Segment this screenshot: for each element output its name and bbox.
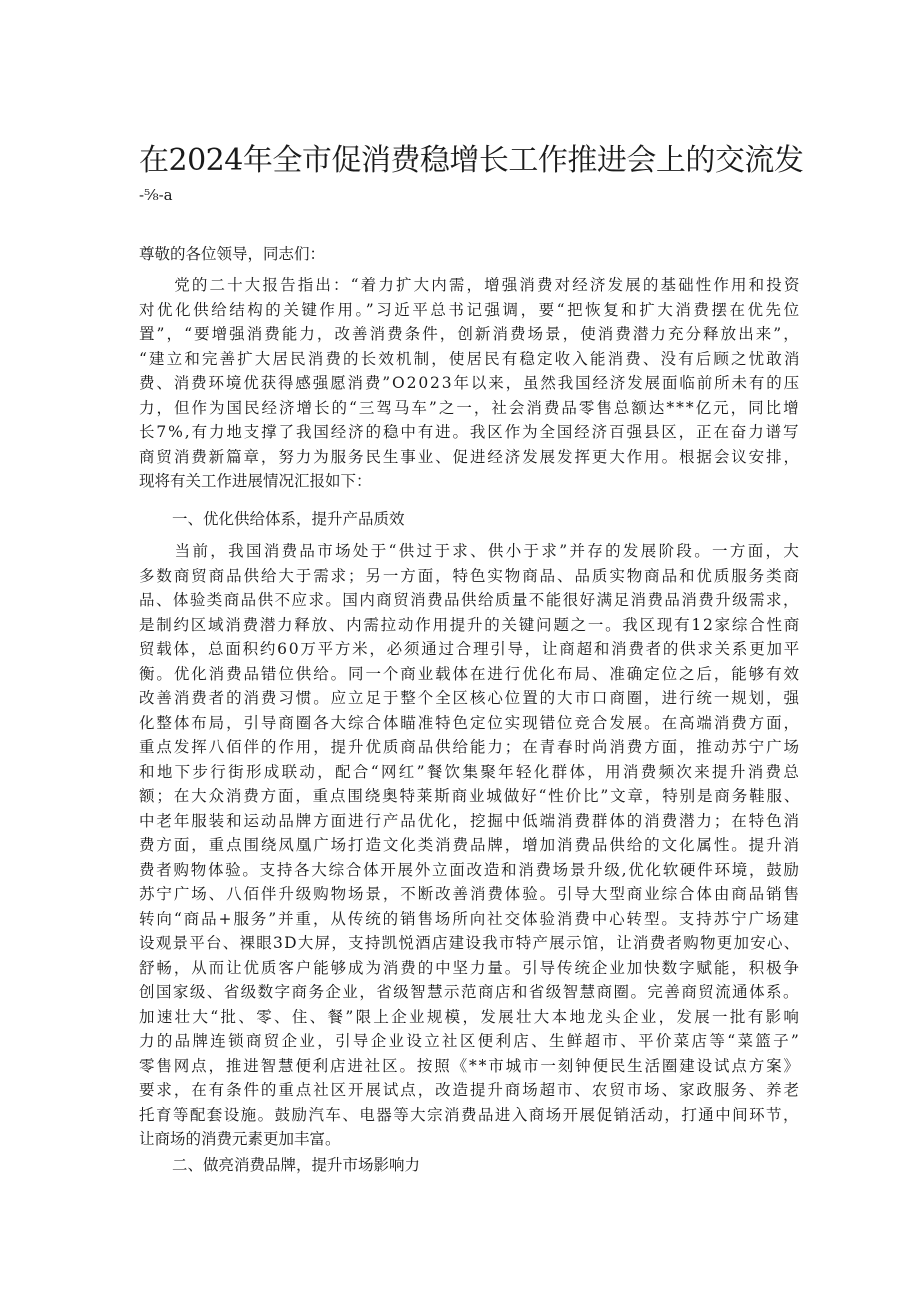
- text-line: 品、体验类商品供不应求。国内商贸消费品供给质量不能很好满足消费品消费升级需求，: [139, 591, 800, 609]
- text-line: 零售网点，推进智慧便利店进社区。按照《**市城市一刻钟便民生活圈建设试点方案》: [139, 1056, 801, 1075]
- text-line: 多数商贸商品供给大于需求；另一方面，特色实物商品、品质实物商品和优质服务类商: [139, 566, 801, 585]
- text-line: 当前，我国消费品市场处于“供过于求、供小于求”并存的发展阶段。一方面，大: [139, 542, 802, 560]
- text-line: 长7%,有力地支撑了我国经济的稳中有进。我区作为全国经济百强县区，正在奋力谱写: [139, 423, 801, 441]
- text-line: 党的二十大报告指出：“着力扩大内需，增强消费对经济发展的基础性作用和投资: [139, 276, 802, 294]
- text-line: 重点发挥八佰伴的作用，提升优质商品供给能力；在青春时尚消费方面，推动苏宁广场: [139, 738, 801, 756]
- text-line: 改善消费者的消费习惯。应立足于整个全区核心位置的大市口商圈，进行统一规划，强: [139, 689, 801, 707]
- text-line: 舒畅，从而让优质客户能够成为消费的中坚力量。引导传统企业加快数字赋能，积极争: [139, 958, 801, 977]
- text-line: 额；在大众消费方面，重点围绕奥特莱斯商业城做好“性价比”文章，特别是商务鞋服、: [139, 787, 802, 805]
- section-heading-2: 二、做亮消费品牌，提升市场影响力: [172, 1156, 421, 1174]
- paragraph-section-1: [139, 539, 802, 1152]
- text-line: 商贸消费新篇章，努力为服务民生事业、促进经济发展发挥更大作用。根据会议安排，: [139, 447, 801, 466]
- text-line: 贸载体，总面积约60万平方米，必须通过合理引导，让商超和消费者的供求关系更加平: [139, 640, 801, 658]
- text-line: 对优化供给结构的关键作用。”习近平总书记强调，要“把恢复和扩大消费摆在优先位: [139, 300, 802, 319]
- text-line: 苏宁广场、八佰伴升级购物场景，不断改善消费体验。引导大型商业综合体由商品销售: [139, 885, 801, 903]
- document-subtitle: -⅝-a: [139, 186, 173, 204]
- text-line: 设观景平台、裸眼3D大屏，支持凯悦酒店建设我市特产展示馆，让消费者购物更加安心、: [139, 934, 801, 952]
- paragraph-intro: [139, 273, 802, 494]
- text-line: 让商场的消费元素更加丰富。: [139, 1130, 341, 1148]
- text-line: 是制约区域消费潜力释放、内需拉动作用提升的关键问题之一。我区现有12家综合性商: [139, 615, 801, 634]
- text-line: 力的品牌连锁商贸企业，引导企业设立社区便利店、生鲜超市、平价菜店等“菜篮子”: [139, 1032, 802, 1050]
- text-line: “建立和完善扩大居民消费的长效机制，使居民有稳定收入能消费、没有后顾之忧敢消: [139, 349, 802, 368]
- salutation: 尊敬的各位领导，同志们：: [139, 245, 326, 263]
- text-line: 现将有关工作进展情况汇报如下：: [139, 472, 372, 490]
- text-line: 创国家级、省级数字商务企业，省级智慧示范商店和省级智慧商圈。完善商贸流通体系。: [139, 983, 800, 1001]
- text-line: 化整体布局，引导商圈各大综合体瞄准特色定位实现错位竞合发展。在高端消费方面，: [139, 713, 801, 732]
- section-heading-1: 一、优化供给体系，提升产品质效: [172, 510, 405, 528]
- text-line: 要求，在有条件的重点社区开展试点，改造提升商场超市、农贸市场、家政服务、养老: [139, 1081, 801, 1099]
- text-line: 衡。优化消费品错位供给。同一个商业载体在进行优化布局、准确定位之后，能够有效: [139, 664, 801, 683]
- text-line: 和地下步行街形成联动，配合“网红”餐饮集聚年轻化群体，用消费频次来提升消费总: [139, 762, 802, 781]
- text-line: 托育等配套设施。鼓励汽车、电器等大宗消费品进入商场开展促销活动，打通中间环节，: [139, 1105, 800, 1124]
- text-line: 费者购物体验。支持各大综合体开展外立面改造和消费场景升级,优化软硬件环境，鼓励: [139, 860, 801, 879]
- text-line: 力，但作为国民经济增长的“三驾马车”之一，社会消费品零售总额达***亿元，同比增: [139, 398, 801, 417]
- text-line: 加速壮大“批、零、住、餐”限上企业规模，发展壮大本地龙头企业，发展一批有影响: [139, 1007, 802, 1026]
- text-line: 中老年服装和运动品牌方面进行产品优化，挖掘中低端消费群体的消费潜力；在特色消: [139, 811, 801, 830]
- document-title: 在2024年全市促消费稳增长工作推进会上的交流发: [139, 143, 804, 178]
- text-line: 费方面，重点围绕凤凰广场打造文化类消费品牌，增加消费品供给的文化属性。提升消: [139, 836, 801, 854]
- text-line: 转向“商品+服务”并重，从传统的销售场所向社交体验消费中心转型。支持苏宁广场建: [139, 909, 801, 928]
- text-line: 置”，“要增强消费能力，改善消费条件，创新消费场景，使消费潜力充分释放出来”，: [139, 325, 801, 343]
- text-line: 费、消费环境优获得感强愿消费”O2023年以来，虽然我国经济发展面临前所未有的压: [139, 374, 801, 392]
